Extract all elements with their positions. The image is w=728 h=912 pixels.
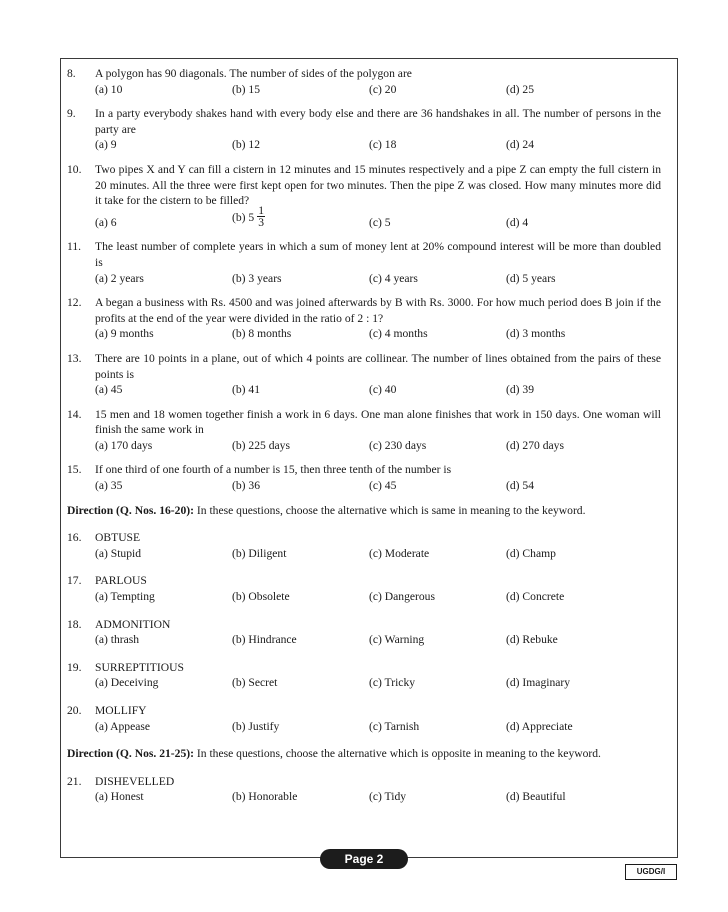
- question-21: [67, 774, 661, 805]
- option-b: (b) Diligent: [232, 546, 287, 560]
- question-number: 20.: [67, 704, 82, 717]
- question-14: [67, 407, 661, 454]
- option-b: (b) 8 months: [232, 327, 292, 341]
- question-number: 9.: [67, 107, 76, 121]
- fraction-denominator: 3: [258, 215, 265, 229]
- option-d: (d) Rebuke: [506, 633, 558, 647]
- direction-text: In these questions, choose the alternative which is opposite in meaning to the keyword.: [193, 747, 601, 761]
- option-a: (a) Stupid: [95, 546, 142, 560]
- option-c: (c) Moderate: [369, 546, 430, 560]
- question-text: A polygon has 90 diagonals. The number of sides of the polygon are: [95, 67, 412, 80]
- option-b: (b) 3 years: [232, 271, 282, 285]
- keyword: MOLLIFY: [95, 704, 147, 717]
- question-9: [67, 106, 661, 153]
- option-b: (b) Justify: [232, 719, 280, 733]
- option-d: (d) 5 years: [506, 271, 556, 285]
- option-d: (d) 25: [506, 82, 535, 96]
- option-c: (c) 230 days: [369, 438, 427, 452]
- option-d: (d) 54: [506, 479, 535, 493]
- option-b: (b) Obsolete: [232, 590, 290, 604]
- option-a: (a) Appease: [95, 719, 151, 733]
- keyword: ADMONITION: [95, 617, 171, 631]
- option-b: (b) 12: [232, 138, 261, 152]
- question-12: [67, 295, 661, 342]
- option-a: (a) 35: [95, 479, 123, 493]
- option-b: (b) 41: [232, 383, 261, 397]
- question-text: The least number of complete years in which a sum of money lent at 20% compound interest will be more than doubled is: [95, 240, 661, 269]
- question-18: [67, 617, 661, 648]
- question-text: A began a business with Rs. 4500 and was joined afterwards by B with Rs. 3000. For how much period does B join if the profits at the end of the year were divided in the ratio of 2 : 1?: [95, 296, 661, 325]
- option-c: (c) Tricky: [369, 676, 416, 690]
- question-13: [67, 351, 661, 398]
- option-d: (d) 39: [506, 383, 535, 397]
- question-number: 21.: [67, 774, 82, 788]
- options-row: [95, 326, 661, 342]
- options-row: [95, 632, 661, 648]
- direction-synonyms: [67, 503, 661, 519]
- option-a: (a) 6: [95, 215, 117, 229]
- option-c: (c) 4 years: [369, 271, 418, 285]
- question-15: [67, 462, 661, 493]
- keyword: OBTUSE: [95, 531, 141, 545]
- option-b: (b) 36: [232, 479, 261, 493]
- option-b-label: (b) 5: [232, 210, 255, 224]
- option-d: (d) Champ: [506, 546, 556, 560]
- option-a: (a) 2 years: [95, 271, 144, 285]
- direction-text: In these questions, choose the alternative which is same in meaning to the keyword.: [193, 503, 586, 517]
- question-11: [67, 239, 661, 286]
- option-c: (c) Warning: [369, 633, 425, 647]
- direction-label: Direction (Q. Nos. 21-25):: [67, 747, 194, 761]
- fraction: [257, 205, 265, 228]
- option-c: (c) 45: [369, 479, 397, 493]
- question-number: 10.: [67, 162, 82, 176]
- keyword: DISHEVELLED: [95, 774, 175, 788]
- option-d: (d) 270 days: [506, 438, 564, 452]
- option-c: (c) 18: [369, 138, 397, 152]
- options-row: [95, 203, 661, 231]
- question-text: If one third of one fourth of a number is 15, then three tenth of the number is: [95, 463, 452, 477]
- option-c: (c) Dangerous: [369, 590, 435, 604]
- question-number: 17.: [67, 574, 82, 588]
- option-c: (c) 4 months: [369, 327, 428, 341]
- option-d: (d) Concrete: [506, 590, 565, 604]
- question-text: 15 men and 18 women together finish a work in 6 days. One man alone finishes that work in 150 days. One woman will finish the same work in: [95, 407, 661, 437]
- paper-code: UGDG/I: [625, 864, 677, 880]
- question-16: [67, 530, 661, 561]
- question-10: [67, 162, 661, 230]
- option-b: (b) Hindrance: [232, 633, 297, 647]
- option-b: (b) 225 days: [232, 438, 290, 452]
- option-d: (d) Imaginary: [506, 676, 571, 690]
- option-d: (d) Beautiful: [506, 790, 566, 804]
- keyword: PARLOUS: [95, 574, 147, 588]
- option-c: (c) Tidy: [369, 790, 407, 804]
- options-row: [95, 589, 661, 605]
- option-a: (a) thrash: [95, 633, 140, 647]
- question-number: 18.: [67, 617, 82, 631]
- direction-label: Direction (Q. Nos. 16-20):: [67, 503, 194, 517]
- option-b: (b) 15: [232, 82, 261, 96]
- option-c: (c) 40: [369, 383, 397, 397]
- question-number: 11.: [67, 240, 82, 254]
- question-number: 15.: [67, 463, 82, 477]
- option-a: (a) Tempting: [95, 590, 155, 604]
- question-number: 13.: [67, 351, 82, 365]
- options-row: [95, 137, 661, 153]
- options-row: [95, 675, 661, 691]
- option-a: (a) Honest: [95, 790, 144, 804]
- options-row: [95, 478, 661, 494]
- options-row: [95, 719, 661, 735]
- option-b: (b) Secret: [232, 676, 278, 690]
- question-17: [67, 573, 661, 604]
- question-content: [67, 66, 661, 805]
- option-a: (a) 45: [95, 383, 123, 397]
- options-row: [95, 271, 661, 287]
- option-d: (d) 4: [506, 215, 529, 229]
- option-d: (d) Appreciate: [506, 719, 573, 733]
- option-d: (d) 3 months: [506, 327, 566, 341]
- question-text: In a party everybody shakes hand with every body else and there are 36 handshakes in all. The number of persons in the party are: [95, 107, 661, 136]
- options-row: [95, 438, 661, 454]
- page-number-badge: Page 2: [320, 849, 408, 869]
- question-number: 14.: [67, 407, 82, 421]
- question-text: Two pipes X and Y can fill a cistern in 12 minutes and 15 minutes respectively and a pipe Z can empty the full cistern in 20 minutes. All the three were first kept open for two minutes. Then the pipe Z was closed. How many minutes more did it take for the cistern to be filled?: [95, 162, 661, 208]
- question-number: 8.: [67, 67, 76, 80]
- option-c: (c) 5: [369, 215, 391, 229]
- option-d: (d) 24: [506, 138, 535, 152]
- question-20: [67, 703, 661, 734]
- question-text: There are 10 points in a plane, out of which 4 points are collinear. The number of lines obtained from the pairs of these points is: [95, 351, 661, 381]
- fraction-numerator: 1: [258, 203, 265, 217]
- question-number: 19.: [67, 660, 82, 674]
- option-c: (c) 20: [369, 82, 397, 96]
- keyword: SURREPTITIOUS: [95, 660, 184, 674]
- question-8: [67, 66, 661, 97]
- question-number: 12.: [67, 296, 82, 310]
- options-row: [95, 789, 661, 805]
- option-a: (a) 10: [95, 82, 123, 96]
- option-b: (b) Honorable: [232, 790, 298, 804]
- direction-antonyms: [67, 746, 661, 762]
- option-a: (a) 170 days: [95, 438, 153, 452]
- options-row: [95, 382, 661, 398]
- option-a: (a) 9 months: [95, 327, 154, 341]
- question-number: 16.: [67, 531, 82, 545]
- option-a: (a) 9: [95, 138, 117, 152]
- options-row: [95, 546, 661, 562]
- option-a: (a) Deceiving: [95, 676, 159, 690]
- options-row: [95, 82, 661, 98]
- question-19: [67, 660, 661, 691]
- option-c: (c) Tarnish: [369, 719, 420, 733]
- option-b: [232, 203, 369, 231]
